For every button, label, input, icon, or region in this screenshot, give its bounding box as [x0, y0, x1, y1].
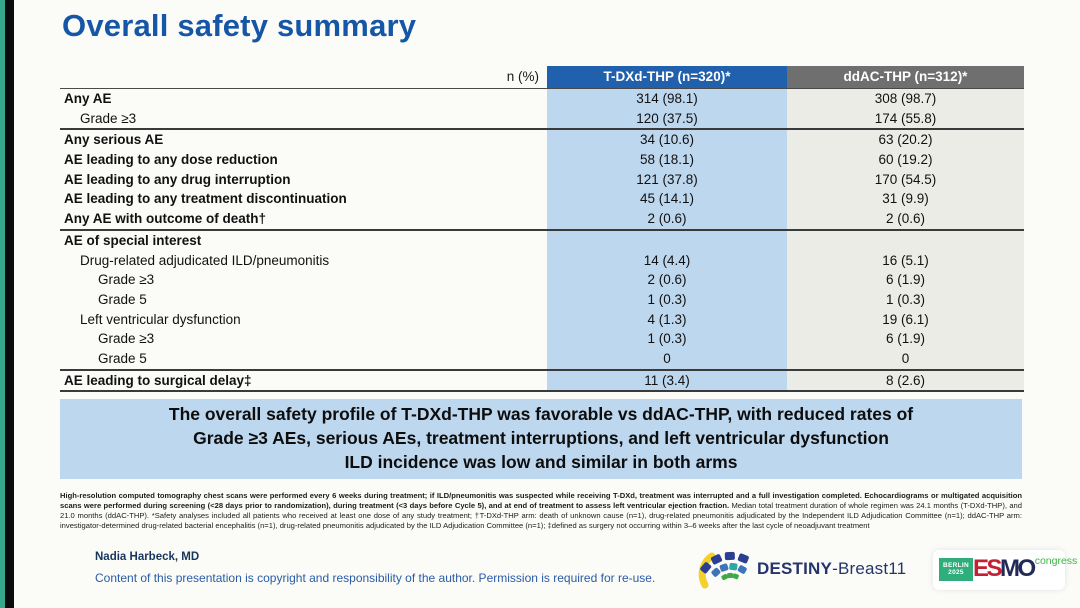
tdxd-thp-value: 45 (14.1): [547, 189, 787, 209]
row-label: Any AE with outcome of death†: [64, 211, 267, 227]
column-header-tdxd-thp: T-DXd-THP (n=320)*: [547, 66, 787, 88]
ddac-thp-value: 174 (55.8): [787, 109, 1024, 129]
tdxd-thp-value: [547, 231, 787, 251]
esmo-congress-logo: [933, 550, 1078, 590]
footnote-bold-text: High-resolution computed tomography chest scans were performed every 6 weeks during treatment; if ILD/pneumonitis was suspected while receiving T-DXd, treatment was interrupted and a full investigation completed. Echocardiograms or multigated acquisition scans were performed during screening (<28 days prior to randomization), during treatment (<3 days before Cycle 5), and at end of treatment to assess left ventricular ejection fraction.: [60, 491, 1022, 511]
ddac-thp-value: 2 (0.6): [787, 209, 1024, 229]
table-row: [60, 371, 1024, 393]
esmo-city-year-badge: BERLIN 2025: [939, 558, 973, 581]
tdxd-thp-value: 121 (37.8): [547, 170, 787, 190]
ddac-thp-value: 63 (20.2): [787, 130, 1024, 150]
ddac-thp-value: 6 (1.9): [787, 270, 1024, 290]
ddac-thp-value: 16 (5.1): [787, 251, 1024, 271]
summary-line: ILD incidence was low and similar in both arms: [344, 451, 738, 472]
ddac-thp-value: 170 (54.5): [787, 170, 1024, 190]
tdxd-thp-value: 1 (0.3): [547, 290, 787, 310]
copyright-note: Content of this presentation is copyright and responsibility of the author. Permission is required for re-use.: [95, 571, 656, 585]
table-row: [60, 89, 1024, 109]
row-label: Grade 5: [98, 350, 147, 366]
tdxd-thp-value: 2 (0.6): [547, 209, 787, 229]
table-row: [60, 209, 1024, 231]
tdxd-thp-value: 14 (4.4): [547, 251, 787, 271]
table-row: [60, 130, 1024, 150]
table-row: [60, 310, 1024, 330]
row-label: Drug-related adjudicated ILD/pneumonitis: [80, 252, 330, 268]
table-body: [60, 89, 1024, 392]
page-title: Overall safety summary: [62, 8, 417, 43]
column-header-ddac-thp: ddAC-THP (n=312)*: [787, 66, 1024, 88]
row-label: Any AE: [64, 91, 112, 106]
tdxd-thp-value: 4 (1.3): [547, 310, 787, 330]
author-name: Nadia Harbeck, MD: [95, 551, 200, 563]
esmo-wordmark: ESMO: [973, 555, 1034, 582]
tdxd-thp-value: 1 (0.3): [547, 329, 787, 349]
table-row: [60, 150, 1024, 170]
row-label: AE leading to any dose reduction: [64, 152, 278, 168]
table-row: [60, 231, 1024, 251]
row-label: Any serious AE: [64, 132, 164, 148]
row-label: Grade 5: [98, 291, 147, 307]
ddac-thp-value: 0: [787, 349, 1024, 369]
ddac-thp-value: 1 (0.3): [787, 290, 1024, 310]
destiny-breast11-logo: [698, 549, 906, 589]
row-label: Left ventricular dysfunction: [80, 311, 241, 327]
footnote: [60, 491, 1022, 531]
ddac-thp-value: 6 (1.9): [787, 329, 1024, 349]
ddac-thp-value: 31 (9.9): [787, 189, 1024, 209]
tdxd-thp-value: 58 (18.1): [547, 150, 787, 170]
ddac-thp-value: 8 (2.6): [787, 371, 1024, 391]
fan-mosaic-icon: [698, 549, 750, 589]
trial-logo-text: DESTINY-Breast11: [757, 559, 907, 578]
ddac-thp-value: 308 (98.7): [787, 89, 1024, 109]
footnote-regular-text: Median total treatment duration of whole regimen was 24.1 months (T-DXd-THP), and 21.0 months (ddAC-THP). *Safety analyses included all patients who received at least one dose of any study treatment; †T-DXd-THP arm: death of unknown cause (n=1), drug-related pneumonitis adjudicated by the Independent ILD Adjudication Committee (n=1); ddAC-THP arm: investigator-determined drug-related bacterial encephalitis (n=1), drug-related pneumonitis adjudicated by the ILD Adjudication Committee (n=1); ‡defined as surgery not occurring within 3–6 weeks after the last cycle of neoadjuvant treatment: [60, 501, 1023, 531]
row-label: AE leading to any treatment discontinuation: [64, 191, 347, 207]
esmo-congress-label: congress: [1034, 555, 1078, 567]
safety-summary-table: [60, 66, 1024, 392]
table-row: [60, 189, 1024, 209]
row-label: Grade ≥3: [98, 331, 155, 347]
tdxd-thp-value: 2 (0.6): [547, 270, 787, 290]
row-label: Grade ≥3: [98, 272, 155, 288]
summary-line: The overall safety profile of T-DXd-THP was favorable vs ddAC-THP, with reduced rates of: [168, 404, 914, 425]
table-row: [60, 170, 1024, 190]
summary-line: Grade ≥3 AEs, serious AEs, treatment interruptions, and left ventricular dysfunction: [193, 428, 889, 449]
tdxd-thp-value: 0: [547, 349, 787, 369]
tdxd-thp-value: 11 (3.4): [547, 371, 787, 391]
table-row: [60, 290, 1024, 310]
tdxd-thp-value: 34 (10.6): [547, 130, 787, 150]
row-label: AE leading to any drug interruption: [64, 171, 291, 187]
row-label: AE of special interest: [64, 232, 202, 248]
tdxd-thp-value: 120 (37.5): [547, 109, 787, 129]
ddac-thp-value: 60 (19.2): [787, 150, 1024, 170]
ddac-thp-value: 19 (6.1): [787, 310, 1024, 330]
row-label: AE leading to surgical delay‡: [64, 372, 252, 388]
table-row: [60, 109, 1024, 131]
table-row: [60, 349, 1024, 371]
table-row: [60, 329, 1024, 349]
table-row: [60, 270, 1024, 290]
row-label: Grade ≥3: [80, 110, 137, 126]
table-header-row: [60, 66, 1024, 89]
table-row: [60, 251, 1024, 271]
summary-box: [60, 399, 1022, 479]
ddac-thp-value: [787, 231, 1024, 251]
tdxd-thp-value: 314 (98.1): [547, 89, 787, 109]
left-edge-black-strip: [5, 0, 14, 608]
unit-label: n (%): [506, 69, 539, 84]
